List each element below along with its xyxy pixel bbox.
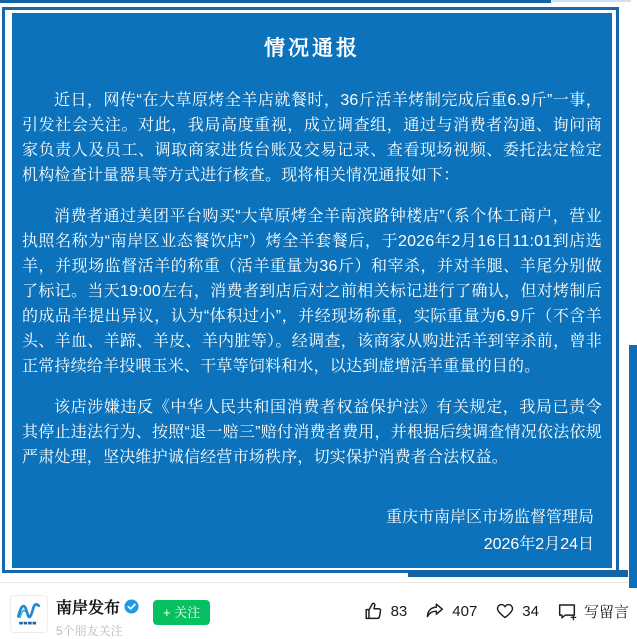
heart-count: 34	[522, 602, 539, 620]
share-count: 407	[452, 602, 478, 620]
notice-paragraph-2: 消费者通过美团平台购买“大草原烤全羊南滨路钟楼店”（系个体工商户，营业执照名称为“南岸区业态餐饮店”）烤全羊套餐后，于2026年2月16日11:01到店选羊，并现场监督活羊的称重（活羊重量为36斤）和宰杀，并对羊腿、羊尾分别做了标记。当天19:00左右，消费者到店后对之前相关标记进行了确认，但对烤制后的成品羊提出异议，认为“体积过小”，并经现场称重，实际重量为6.9斤（不含羊头、羊血、羊蹄、羊皮、羊内脏等）。经调查，该商家从购进活羊到宰杀前，曾非正常持续给羊投喂玉米、干草等饲料和水，以达到虚增活羊重量的目的。	[22, 208, 602, 375]
verified-badge-icon	[124, 599, 139, 614]
account-avatar[interactable]	[10, 595, 48, 633]
comment-bubble-icon	[556, 600, 578, 622]
thumbs-up-icon	[363, 600, 385, 622]
heart-icon	[494, 600, 516, 622]
notice-date: 2026年2月24日	[483, 536, 594, 553]
footer-divider	[0, 582, 637, 583]
like-action[interactable]	[363, 600, 408, 622]
cropped-element-top	[0, 0, 551, 3]
heart-action[interactable]	[494, 600, 539, 622]
official-notice-image[interactable]	[12, 13, 612, 568]
follow-button[interactable]: + 关注	[153, 600, 210, 625]
notice-body	[12, 88, 612, 558]
cropped-element-bottom-right	[408, 570, 628, 577]
comment-action[interactable]	[556, 600, 629, 622]
cropped-element-right	[629, 345, 637, 588]
notice-issuer: 重庆市南岸区市场监督管理局	[385, 509, 594, 526]
followers-note: 5个朋友关注	[56, 624, 123, 638]
notice-title: 情况通报	[264, 37, 360, 60]
notice-paragraph-3: 该店涉嫌违反《中华人民共和国消费者权益保护法》有关规定，我局已责令其停止违法行为、按照“退一赔三”赔付消费者费用，并根据后续调查情况依法依规严肃处理，坚决维护诚信经营市场秩序，切实保护消费者合法权益。	[22, 399, 602, 466]
notice-signature	[22, 504, 602, 558]
notice-paragraph-1: 近日，网传“在大草原烤全羊店就餐时，36斤活羊烤制完成后重6.9斤”一事，引发社会关注。对此，我局高度重视，成立调查组，通过与消费者沟通、询问商家负责人及员工、调取商家进货台账及交易记录、查看现场视频、委托法定检定机构检查计量器具等方式进行核查。现将相关情况通报如下：	[22, 92, 602, 184]
account-name[interactable]: 南岸发布	[56, 600, 121, 617]
article-footer	[0, 591, 637, 636]
cropped-element-top-light	[551, 0, 631, 2]
account-info	[56, 595, 139, 639]
nanan-fabu-logo-icon	[13, 596, 45, 633]
share-arrow-icon	[424, 600, 446, 622]
like-count: 83	[390, 602, 408, 620]
account-block	[10, 595, 210, 639]
share-action[interactable]	[424, 600, 477, 622]
action-bar	[363, 600, 629, 622]
comment-label: 写留言	[583, 603, 629, 621]
